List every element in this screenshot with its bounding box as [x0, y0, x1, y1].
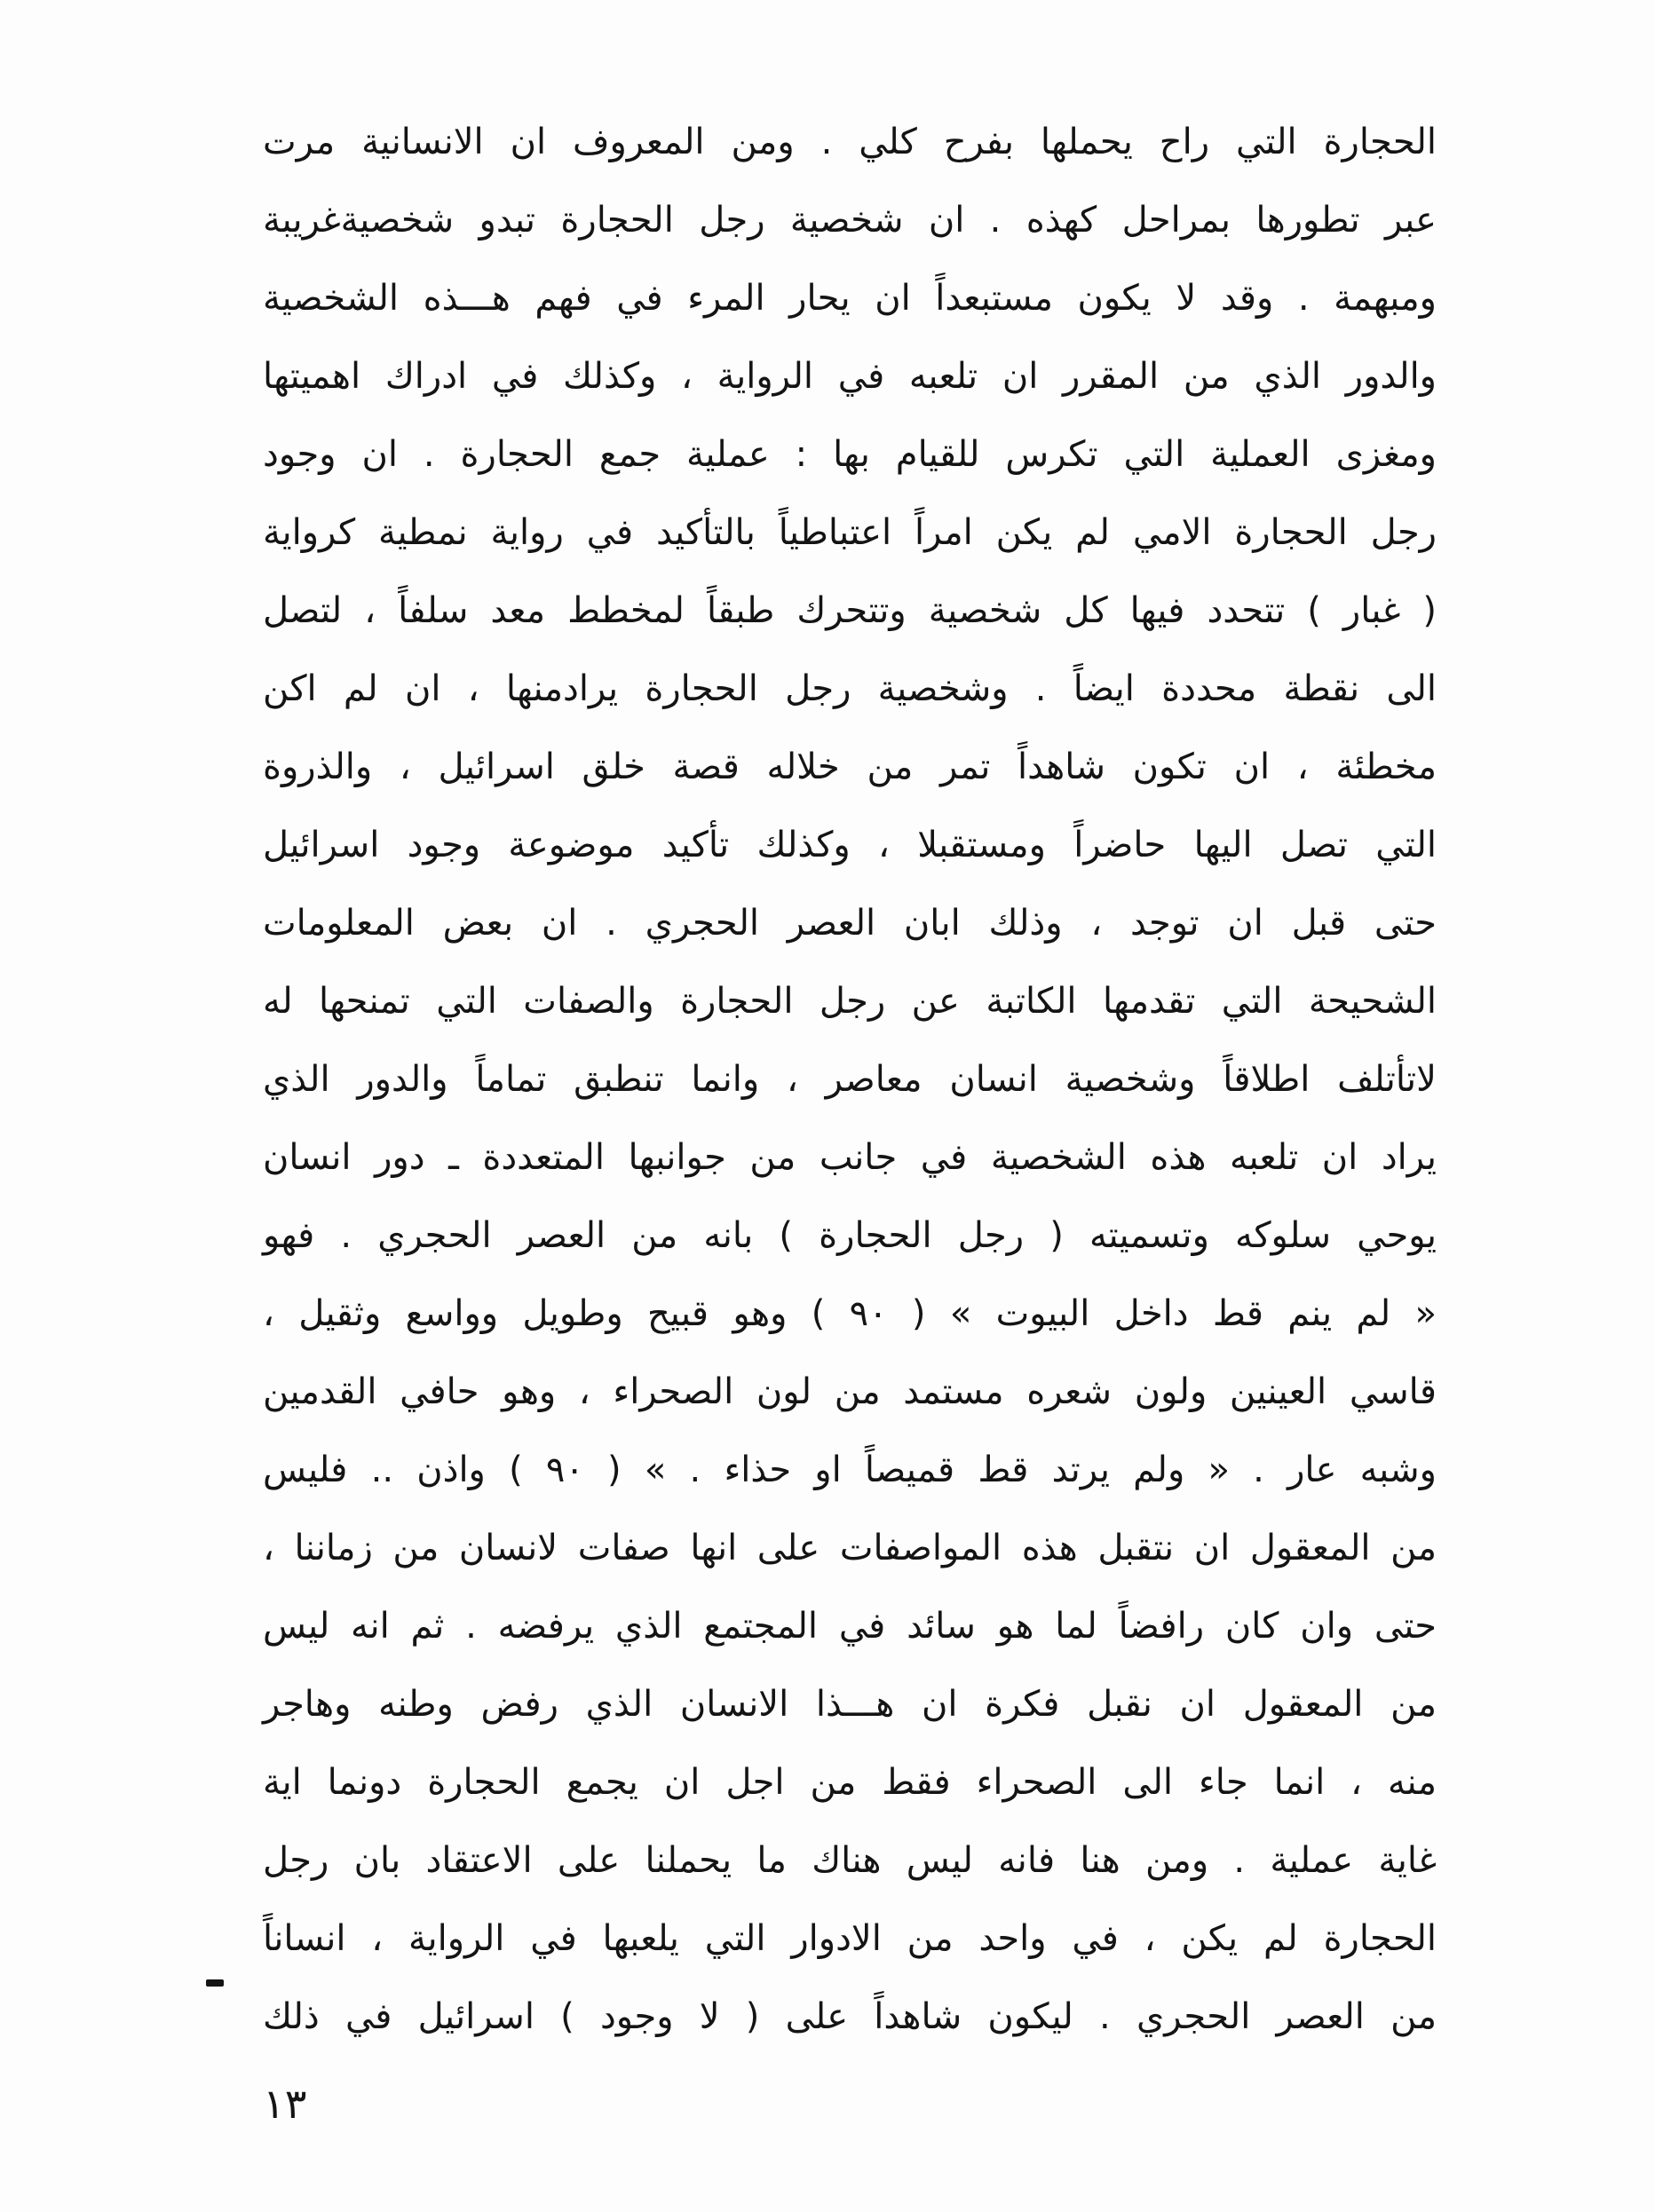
text-line: مخطئة ، ان تكون شاهداً تمر من خلاله قصة خلق اسرائيل ، والذروة [263, 747, 1437, 787]
text-line: ومبهمة . وقد لا يكون مستبعداً ان يحار المرء في فهم هـــذه الشخصية [263, 278, 1437, 319]
text-line: منه ، انما جاء الى الصحراء فقط من اجل ان يجمع الحجارة دونما اية [263, 1762, 1437, 1803]
text-line: غاية عملية . ومن هنا فانه ليس هناك ما يحملنا على الاعتقاد بان رجل [263, 1840, 1437, 1881]
text-line: رجل الحجارة الامي لم يكن امراً اعتباطياً بالتأكيد في رواية نمطية كرواية [263, 512, 1437, 553]
text-line: من المعقول ان نتقبل هذه المواصفات على انها صفات لانسان من زماننا ، [263, 1528, 1437, 1568]
text-line: التي تصل اليها حاضراً ومستقبلا ، وكذلك تأكيد موضوعة وجود اسرائيل [263, 825, 1437, 865]
text-line: يوحي سلوكه وتسميته ( رجل الحجارة ) بانه من العصر الحجري . فهو [263, 1215, 1437, 1256]
text-line: الشحيحة التي تقدمها الكاتبة عن رجل الحجارة والصفات التي تمنحها له [263, 981, 1437, 1022]
text-line: ومغزى العملية التي تكرس للقيام بها : عملية جمع الحجارة . ان وجود [263, 434, 1437, 475]
text-line: من العصر الحجري . ليكون شاهداً على ( لا وجود ) اسرائيل في ذلك [263, 1996, 1437, 2037]
text-line: حتى قبل ان توجد ، وذلك ابان العصر الحجري . ان بعض المعلومات [263, 903, 1437, 944]
text-line: عبر تطورها بمراحل كهذه . ان شخصية رجل الحجارة تبدو شخصيةغريبة [263, 200, 1437, 241]
text-line: ( غبار ) تتحدد فيها كل شخصية وتتحرك طبقاً لمخطط معد سلفاً ، لتصل [263, 590, 1437, 631]
text-line: الى نقطة محددة ايضاً . وشخصية رجل الحجارة يرادمنها ، ان لم اكن [263, 668, 1437, 709]
text-line: الحجارة لم يكن ، في واحد من الادوار التي يلعبها في الرواية ، انساناً [263, 1918, 1437, 1959]
page-number: ١٣ [263, 2080, 307, 2128]
text-line: الحجارة التي راح يحملها بفرح كلي . ومن المعروف ان الانسانية مرت [263, 122, 1437, 162]
margin-mark [206, 1979, 224, 1987]
text-line: من المعقول ان نقبل فكرة ان هـــذا الانسان الذي رفض وطنه وهاجر [263, 1684, 1437, 1725]
text-line: لاتأتلف اطلاقاً وشخصية انسان معاصر ، وانما تنطبق تماماً والدور الذي [263, 1059, 1437, 1100]
text-line: « لم ينم قط داخل البيوت » ( ٩٠ ) وهو قبيح وطويل وواسع وثقيل ، [263, 1293, 1437, 1334]
text-line: والدور الذي من المقرر ان تلعبه في الرواية ، وكذلك في ادراك اهميتها [263, 356, 1437, 397]
body-text [263, 103, 1437, 2056]
text-line: حتى وان كان رافضاً لما هو سائد في المجتمع الذي يرفضه . ثم انه ليس [263, 1606, 1437, 1647]
text-line: يراد ان تلعبه هذه الشخصية في جانب من جوانبها المتعددة ـ دور انسان [263, 1137, 1437, 1178]
text-line: وشبه عار . « ولم يرتد قط قميصاً او حذاء . » ( ٩٠ ) واذن .. فليس [263, 1450, 1437, 1490]
text-line: قاسي العينين ولون شعره مستمد من لون الصحراء ، وهو حافي القدمين [263, 1371, 1437, 1412]
